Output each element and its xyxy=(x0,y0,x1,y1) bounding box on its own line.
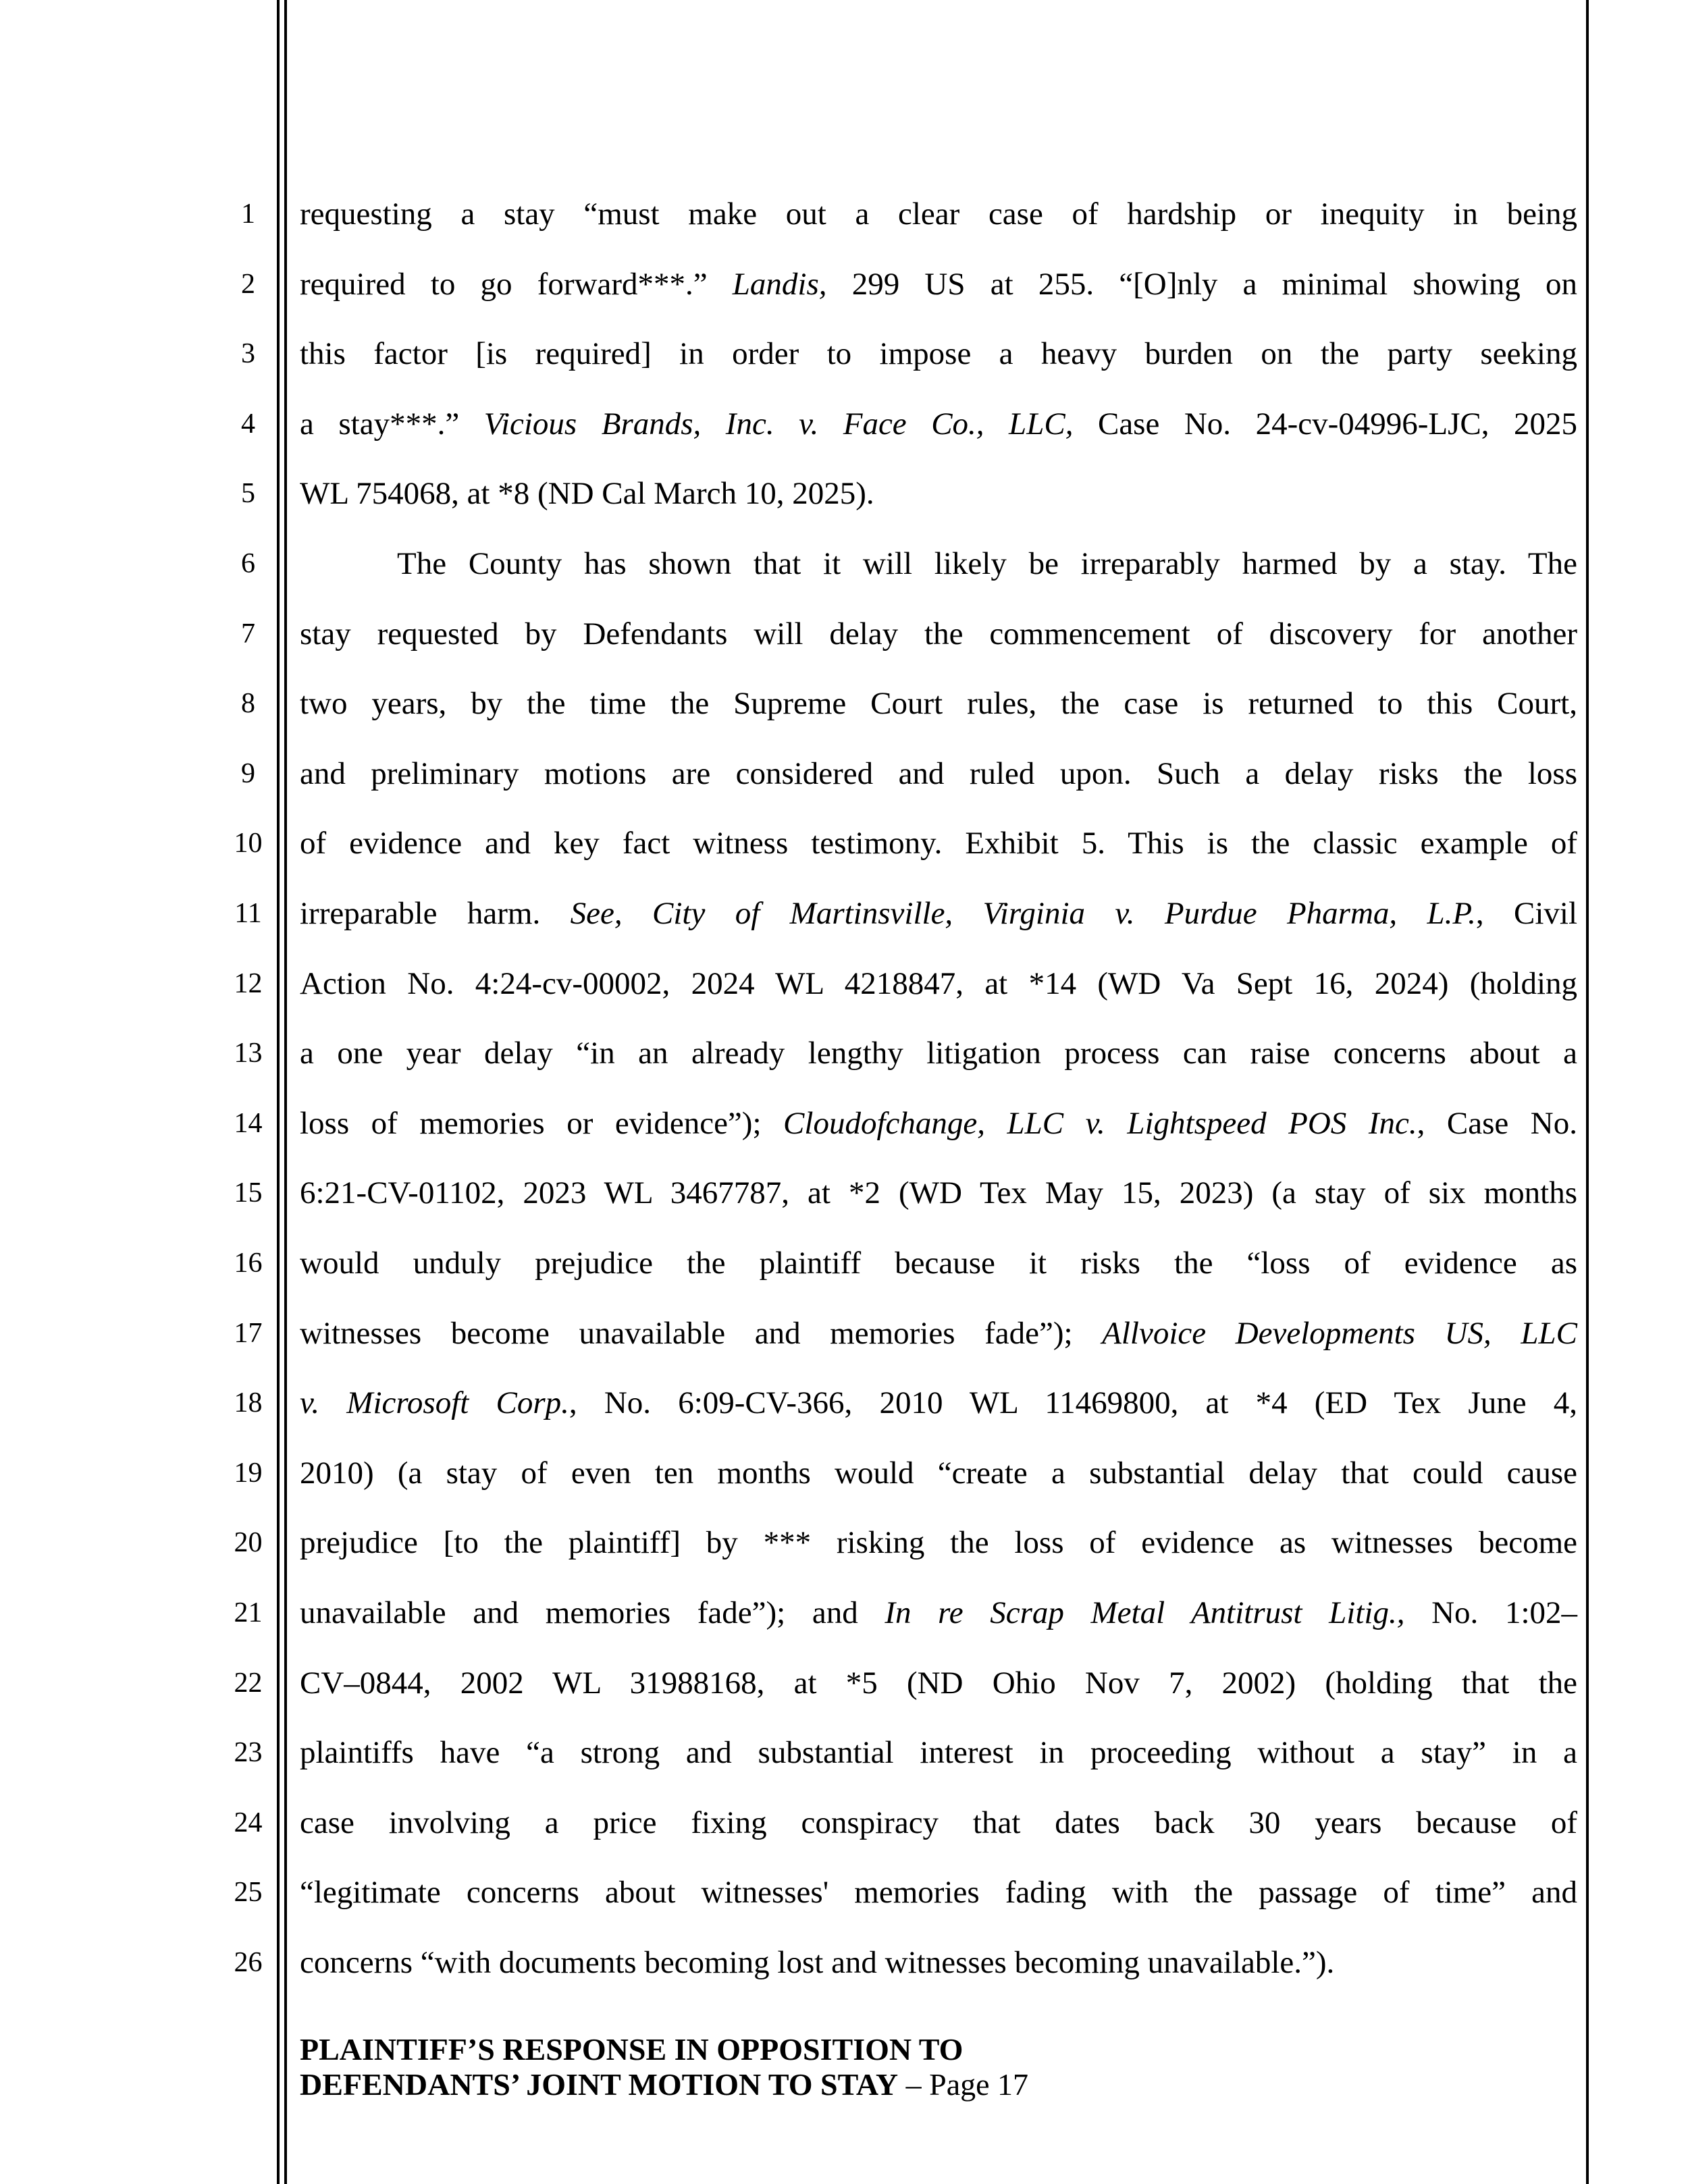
text-segment: , Case No. xyxy=(1417,1105,1577,1141)
text-line xyxy=(300,1105,1577,1142)
line-number: 21 xyxy=(234,1597,263,1628)
text-line xyxy=(300,1524,1577,1561)
text-segment: , No. 6:09-CV-366, 2010 WL 11469800, at *4 (ED Tex June 4, xyxy=(569,1385,1577,1421)
text-line xyxy=(300,1665,1577,1701)
case-citation: Allvoice Developments US, LLC xyxy=(1102,1315,1577,1351)
left-margin-rule-inner xyxy=(284,0,287,2184)
text-line xyxy=(300,196,1577,232)
text-line xyxy=(300,1455,1577,1491)
text-segment: concerns “with documents becoming lost and witnesses becoming unavailable.”). xyxy=(300,1945,1335,1980)
text-line xyxy=(300,1035,1577,1071)
text-line xyxy=(300,1245,1577,1281)
right-margin-rule xyxy=(1586,0,1589,2184)
line-number: 22 xyxy=(234,1667,263,1699)
text-segment: loss of memories or evidence”); xyxy=(300,1105,784,1141)
line-number: 12 xyxy=(234,967,263,999)
text-segment: WL 754068, at *8 (ND Cal March 10, 2025). xyxy=(300,476,874,512)
footer-title-text: DEFENDANTS’ JOINT MOTION TO STAY xyxy=(300,2067,899,2102)
case-citation: See, City of Martinsville, Virginia v. Purdue Pharma, L.P. xyxy=(570,896,1476,931)
text-line xyxy=(300,965,1577,1002)
text-segment: two years, by the time the Supreme Court rules, the case is returned to this Court, xyxy=(300,686,1577,722)
text-line xyxy=(300,616,1577,652)
text-segment: this factor [is required] in order to impose a heavy burden on the party seeking xyxy=(300,336,1577,372)
case-citation: Vicious Brands, Inc. v. Face Co., LLC, xyxy=(483,406,1074,442)
text-segment: plaintiffs have “a strong and substantial interest in proceeding without a stay” in a xyxy=(300,1735,1577,1771)
footer-title-line-2 xyxy=(300,2067,1028,2102)
line-number: 16 xyxy=(234,1248,263,1279)
text-segment: would unduly prejudice the plaintiff because it risks the “loss of evidence as xyxy=(300,1246,1577,1281)
text-segment: Action No. 4:24-cv-00002, 2024 WL 4218847, at *14 (WD Va Sept 16, 2024) (holding xyxy=(300,965,1577,1001)
text-line xyxy=(300,1734,1577,1771)
line-number: 25 xyxy=(234,1877,263,1909)
line-number: 7 xyxy=(241,618,255,649)
text-segment: stay requested by Defendants will delay the commencement of discovery for another xyxy=(300,616,1577,651)
footer-title-line-1: PLAINTIFF’S RESPONSE IN OPPOSITION TO xyxy=(300,2032,964,2067)
text-segment: “legitimate concerns about witnesses' memories fading with the passage of time” and xyxy=(300,1875,1577,1911)
line-number: 17 xyxy=(234,1317,263,1349)
line-number: 15 xyxy=(234,1177,263,1209)
line-number: 14 xyxy=(234,1107,263,1139)
line-number: 23 xyxy=(234,1737,263,1769)
line-number: 1 xyxy=(241,198,255,230)
text-segment: case involving a price fixing conspiracy that dates back 30 years because of xyxy=(300,1805,1577,1840)
text-segment: No. 1:02– xyxy=(1404,1595,1578,1630)
text-line xyxy=(300,266,1577,302)
line-number: 19 xyxy=(234,1457,263,1489)
line-number: 3 xyxy=(241,338,255,370)
text-line xyxy=(300,1874,1577,1911)
line-number: 13 xyxy=(234,1038,263,1069)
case-citation: In re Scrap Metal Antitrust Litig., xyxy=(885,1595,1405,1630)
left-margin-rule-outer xyxy=(277,0,280,2184)
line-number: 9 xyxy=(241,757,255,789)
text-line xyxy=(300,1805,1577,1841)
text-segment: , Civil xyxy=(1475,896,1577,931)
line-number: 8 xyxy=(241,688,255,720)
text-line xyxy=(300,1385,1577,1421)
text-segment: of evidence and key fact witness testimony. Exhibit 5. This is the classic example of xyxy=(300,826,1577,861)
line-number: 24 xyxy=(234,1807,263,1838)
line-number: 5 xyxy=(241,478,255,510)
page-footer xyxy=(300,2032,1028,2102)
text-line xyxy=(300,545,1577,582)
text-segment: a one year delay “in an already lengthy litigation process can raise concerns about a xyxy=(300,1036,1577,1071)
text-line xyxy=(300,1944,1577,1981)
text-segment: 299 US at 255. “[O]nly a minimal showing on xyxy=(826,266,1578,302)
text-segment: required to go forward***.” xyxy=(300,266,733,302)
text-segment: unavailable and memories fade”); and xyxy=(300,1595,885,1630)
text-segment: CV–0844, 2002 WL 31988168, at *5 (ND Ohio Nov 7, 2002) (holding that the xyxy=(300,1665,1577,1701)
line-number: 10 xyxy=(234,828,263,859)
line-number: 6 xyxy=(241,548,255,579)
text-segment: and preliminary motions are considered and ruled upon. Such a delay risks the loss xyxy=(300,755,1577,791)
text-line xyxy=(300,1315,1577,1352)
text-segment: witnesses become unavailable and memories fade”); xyxy=(300,1315,1103,1351)
text-segment: requesting a stay “must make out a clear case of hardship or inequity in being xyxy=(300,196,1577,232)
case-citation: Landis, xyxy=(732,266,827,302)
text-segment: 2010) (a stay of even ten months would “create a substantial delay that could cause xyxy=(300,1455,1577,1491)
text-line xyxy=(300,406,1577,442)
text-segment: The County has shown that it will likely be irreparably harmed by a stay. The xyxy=(397,546,1577,581)
text-line xyxy=(300,825,1577,861)
page-number: – Page 17 xyxy=(898,2067,1029,2102)
line-number: 11 xyxy=(234,898,262,929)
text-line xyxy=(300,895,1577,932)
text-segment: a stay***.” xyxy=(300,406,484,442)
line-number: 18 xyxy=(234,1387,263,1419)
text-line xyxy=(300,685,1577,722)
text-segment: 6:21-CV-01102, 2023 WL 3467787, at *2 (WD Tex May 15, 2023) (a stay of six months xyxy=(300,1175,1577,1211)
text-segment: Case No. 24-cv-04996-LJC, 2025 xyxy=(1073,406,1578,442)
text-line xyxy=(300,1595,1577,1631)
text-line xyxy=(300,336,1577,372)
line-number: 2 xyxy=(241,268,255,300)
text-segment: irreparable harm. xyxy=(300,896,571,931)
text-line xyxy=(300,1175,1577,1211)
text-line xyxy=(300,475,1577,512)
case-citation: v. Microsoft Corp. xyxy=(300,1385,569,1421)
line-number: 26 xyxy=(234,1947,263,1978)
line-number: 4 xyxy=(241,408,255,440)
case-citation: Cloudofchange, LLC v. Lightspeed POS Inc. xyxy=(783,1105,1417,1141)
line-number: 20 xyxy=(234,1527,263,1559)
text-line xyxy=(300,755,1577,792)
text-segment: prejudice [to the plaintiff] by *** risking the loss of evidence as witnesses become xyxy=(300,1525,1577,1561)
